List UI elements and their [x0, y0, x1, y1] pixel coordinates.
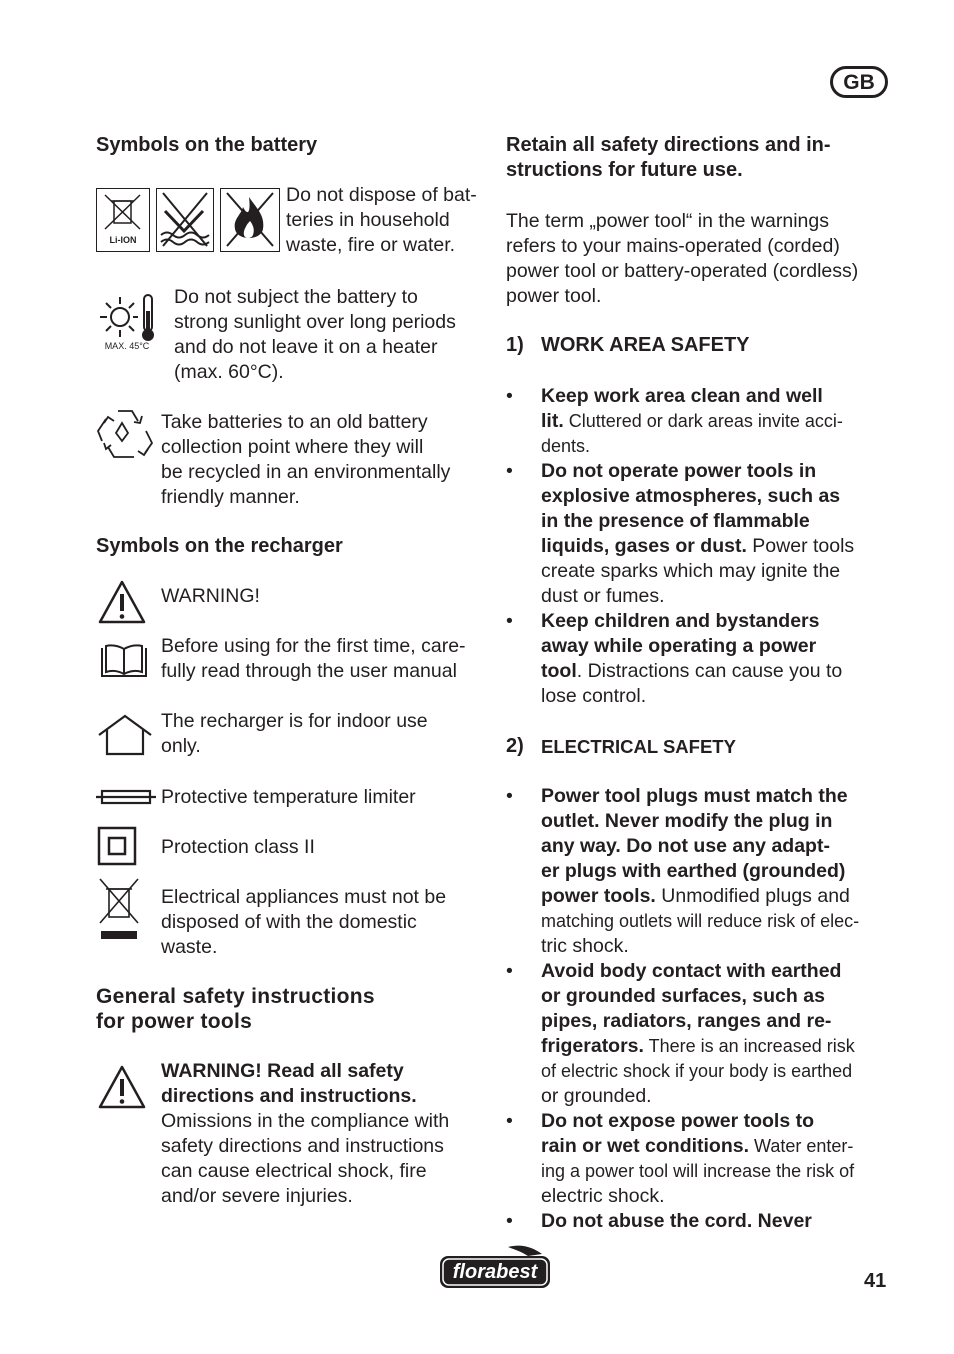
- temperature-limiter-icon: [96, 787, 156, 812]
- text-line: Do not subject the battery to: [174, 286, 418, 308]
- heading-line: for power tools: [96, 1010, 253, 1033]
- text-line: can cause electrical shock, fire: [161, 1160, 427, 1182]
- bullet-line: [541, 934, 891, 959]
- text-line: Do not dispose of bat-: [286, 184, 477, 206]
- bullet-line: [541, 384, 891, 409]
- text-line: collection point where they will: [161, 436, 424, 458]
- text-line: The term „power tool“ in the warnings: [506, 210, 829, 232]
- house-icon: [97, 713, 153, 762]
- bold-run: Keep children and bystanders: [541, 610, 820, 632]
- no-fire-icon: [220, 188, 280, 252]
- bold-run: Do not abuse the cord. Never: [541, 1210, 812, 1232]
- bold-run: tool: [541, 660, 577, 682]
- text-run: electric shock.: [541, 1185, 665, 1207]
- bullet-marker: •: [506, 610, 513, 632]
- bullet-line: [541, 1059, 891, 1084]
- text-line: refers to your mains-operated (corded): [506, 235, 840, 257]
- protection-class-text: Protection class II: [161, 836, 315, 858]
- bullet-marker: •: [506, 460, 513, 482]
- language-badge: GB: [830, 66, 888, 98]
- text-line: safety directions and instructions: [161, 1135, 444, 1157]
- max-temp-label: MAX. 45°C: [104, 341, 150, 351]
- text-line: Electrical appliances must not be: [161, 886, 447, 908]
- general-warning-text: [161, 1059, 491, 1209]
- bold-run: or grounded surfaces, such as: [541, 985, 825, 1007]
- temperature-limiter-text: Protective temperature limiter: [161, 786, 416, 808]
- logo-text: florabest: [452, 1261, 538, 1283]
- bin-text: [161, 885, 481, 960]
- bullet-line: [541, 1109, 891, 1134]
- battery-item-2-text: [174, 285, 484, 385]
- manual-text: [161, 634, 481, 684]
- bullet-line: [541, 434, 891, 459]
- text-line: disposed of with the domestic: [161, 911, 417, 933]
- warning-triangle-icon: [97, 1064, 147, 1115]
- warning-bold-line: directions and instructions.: [161, 1085, 417, 1107]
- bullet-line: [541, 1134, 891, 1159]
- text-line: power tool.: [506, 285, 602, 307]
- text-line: waste.: [161, 936, 218, 958]
- text-line: structions for future use.: [506, 159, 743, 181]
- text-run: ing a power tool will increase the risk of: [541, 1161, 855, 1181]
- bullet-line: [541, 584, 891, 609]
- bold-run: outlet. Never modify the plug in: [541, 810, 833, 832]
- text-run: dents.: [541, 436, 591, 456]
- text-run: Unmodified plugs and: [655, 885, 850, 907]
- bullet-line: [541, 1184, 891, 1209]
- recharger-symbols-heading: Symbols on the recharger: [96, 535, 343, 557]
- bold-run: lit.: [541, 410, 564, 432]
- text-line: Omissions in the compliance with: [161, 1110, 450, 1132]
- warning-text: WARNING!: [161, 585, 260, 607]
- warning-triangle-icon: [97, 579, 147, 630]
- section-1-title: WORK AREA SAFETY: [541, 334, 750, 356]
- text-run: or grounded.: [541, 1085, 652, 1107]
- florabest-logo: [438, 1244, 552, 1295]
- text-line: be recycled in an environmentally: [161, 461, 451, 483]
- battery-item-1-text: [286, 183, 486, 258]
- protection-class-ii-icon: [97, 826, 137, 871]
- text-line: Retain all safety directions and in-: [506, 134, 831, 156]
- bullet-line: [541, 884, 891, 909]
- bullet-marker: •: [506, 1110, 513, 1132]
- bold-run: power tools.: [541, 885, 656, 907]
- text-run: matching outlets will reduce risk of elec-: [541, 911, 860, 931]
- bold-run: Keep work area clean and well: [541, 385, 823, 407]
- no-water-icon: [156, 188, 214, 252]
- bold-run: Avoid body contact with earthed: [541, 960, 842, 982]
- text-line: and/or severe injuries.: [161, 1185, 353, 1207]
- text-run: create sparks which may ignite the: [541, 560, 841, 582]
- bullet-line: [541, 859, 891, 884]
- text-run: There is an increased risk: [643, 1036, 855, 1056]
- heading-line: General safety instructions: [96, 985, 375, 1008]
- bullet-line: [541, 459, 891, 484]
- general-safety-heading: [96, 984, 496, 1034]
- bullet-line: [541, 909, 891, 934]
- battery-item-3-text: [161, 410, 481, 510]
- text-line: strong sunlight over long periods: [174, 311, 456, 333]
- section-2-title: ELECTRICAL SAFETY: [541, 736, 736, 757]
- text-line: only.: [161, 735, 201, 757]
- text-run: . Distractions can cause you to: [576, 660, 843, 682]
- crossed-bin-icon: [96, 877, 142, 946]
- bullet-line: [541, 784, 891, 809]
- bullet-line: [541, 834, 891, 859]
- bullet-line: [541, 559, 891, 584]
- bold-run: any way. Do not use any adapt-: [541, 835, 830, 857]
- text-line: friendly manner.: [161, 486, 300, 508]
- text-line: The recharger is for indoor use: [161, 710, 428, 732]
- text-line: (max. 60°C).: [174, 361, 284, 383]
- bullet-line: [541, 1159, 891, 1184]
- bullet-marker: •: [506, 385, 513, 407]
- page-number: 41: [864, 1270, 887, 1292]
- text-run: dust or fumes.: [541, 585, 665, 607]
- bullet-line: [541, 659, 891, 684]
- bullet-line: [541, 484, 891, 509]
- bullet-line: [541, 1209, 891, 1234]
- manual-book-icon: [99, 644, 149, 685]
- text-line: fully read through the user manual: [161, 660, 457, 682]
- bold-run: liquids, gases or dust.: [541, 535, 747, 557]
- text-line: waste, fire or water.: [286, 234, 456, 256]
- bold-run: Do not expose power tools to: [541, 1110, 815, 1132]
- liion-label: Li-ION: [109, 235, 137, 245]
- bold-run: frigerators.: [541, 1035, 644, 1057]
- bullet-line: [541, 1034, 891, 1059]
- bold-run: in the presence of flammable: [541, 510, 810, 532]
- text-line: and do not leave it on a heater: [174, 336, 438, 358]
- bold-run: Power tool plugs must match the: [541, 785, 848, 807]
- text-run: Water enter-: [749, 1136, 854, 1156]
- bold-run: pipes, radiators, ranges and re-: [541, 1010, 832, 1032]
- bullet-marker: •: [506, 960, 513, 982]
- bullet-line: [541, 609, 891, 634]
- recycle-icon: [96, 405, 154, 463]
- sun-thermometer-icon: [96, 291, 158, 355]
- text-run: Power tools: [746, 535, 855, 557]
- retain-instructions: [506, 133, 896, 183]
- text-line: Before using for the first time, care-: [161, 635, 466, 657]
- bullet-line: [541, 809, 891, 834]
- text-line: power tool or battery-operated (cordless): [506, 260, 859, 282]
- bullet-line: [541, 634, 891, 659]
- bold-run: explosive atmospheres, such as: [541, 485, 841, 507]
- bullet-line: [541, 1009, 891, 1034]
- text-line: Take batteries to an old battery: [161, 411, 428, 433]
- section-2-number: 2): [506, 735, 524, 757]
- bullet-line: [541, 534, 891, 559]
- indoor-use-text: [161, 709, 481, 759]
- bullet-line: [541, 509, 891, 534]
- no-dispose-liion-icon: [96, 188, 150, 252]
- bullet-line: [541, 984, 891, 1009]
- section-1-number: 1): [506, 334, 524, 356]
- text-line: teries in household: [286, 209, 450, 231]
- bullet-line: [541, 409, 891, 434]
- bullet-line: [541, 684, 891, 709]
- text-run: Cluttered or dark areas invite acci-: [563, 411, 843, 431]
- warning-bold-line: WARNING! Read all safety: [161, 1060, 404, 1082]
- bullet-marker: •: [506, 785, 513, 807]
- bold-run: Do not operate power tools in: [541, 460, 817, 482]
- bullet-marker: •: [506, 1210, 513, 1232]
- text-run: lose control.: [541, 685, 647, 707]
- battery-symbols-heading: Symbols on the battery: [96, 134, 318, 156]
- bullet-line: [541, 1084, 891, 1109]
- bold-run: away while operating a power: [541, 635, 817, 657]
- text-run: of electric shock if your body is earthed: [541, 1061, 853, 1081]
- bold-run: rain or wet conditions.: [541, 1135, 750, 1157]
- bold-run: er plugs with earthed (grounded): [541, 860, 846, 882]
- power-tool-term: [506, 209, 896, 309]
- bullet-line: [541, 959, 891, 984]
- text-run: tric shock.: [541, 935, 629, 957]
